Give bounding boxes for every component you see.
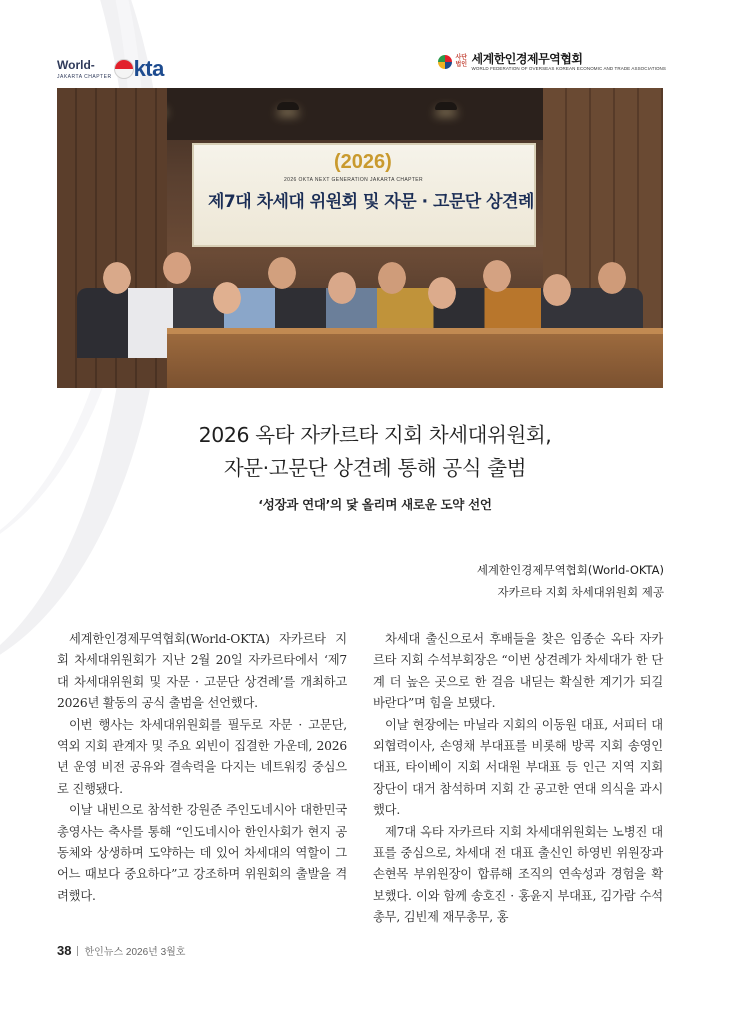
banner-subtitle: 2026 OKTA NEXT GENERATION JAKARTA CHAPTER	[284, 177, 424, 183]
logo-chapter-text: JAKARTA CHAPTER	[57, 74, 112, 80]
article-title-line2: 자문·고문단 상견례 통해 공식 출범	[223, 456, 527, 480]
federation-eng-name: WORLD FEDERATION OF OVERSEAS KOREAN ECONOMIC AND TRADE ASSOCIATIONS	[471, 66, 666, 71]
indonesia-flag-o-icon	[114, 59, 134, 79]
paragraph: 차세대 출신으로서 후배들을 찾은 임종순 옥타 자카르타 지회 수석부회장은 “이번 상견례가 차세대가 한 단계 더 높은 곳으로 한 걸음 내딛는 확실한 계기가 되길 바란다”며 힘을 보탰다.	[373, 632, 663, 711]
paragraph: 제7대 옥타 자카르타 지회 차세대위원회는 노병진 대표를 중심으로, 차세대 전 대표 출신인 하영빈 위원장과 손현목 부위원장이 합류해 조직의 연속성과 경험을 확보했다. 이와 함께 송호진 · 홍윤지 부대표, 김가람 수석총무, 김빈제 재무총무, 홍	[373, 824, 663, 925]
paragraph: 세계한인경제무역협회(World-OKTA) 자카르타 지회 차세대위원회가 지난 2월 20일 자카르타에서 ‘제7대 차세대위원회 및 자문 · 고문단 상견례’를 개최하고 2026년 활동의 공식 출범을 선언했다.	[57, 632, 347, 711]
banner-title: 제7대 차세대 위원회 및 자문 · 고문단 상견례	[208, 192, 534, 212]
article-subtitle: ‘성장과 연대’의 닻 올리며 새로운 도약 선언	[258, 497, 492, 512]
ceiling-lamp-icon	[277, 102, 299, 110]
credit-line1: 세계한인경제무역협회(World-OKTA)	[476, 563, 664, 577]
article-credit	[477, 559, 664, 603]
paragraph: 이날 내빈으로 참석한 강원준 주인도네시아 대한민국 총영사는 축사를 통해 “인도네시아 한인사회가 현지 공동체와 상생하며 도약하는 데 있어 차세대의 역할이 그 어느 때보다 중요하다”고 강조하며 위원회의 출발을 격려했다.	[57, 803, 347, 903]
magazine-issue: 한인뉴스 2026년 3월호	[84, 947, 186, 958]
event-banner	[192, 143, 536, 247]
world-okta-federation-logo	[438, 53, 666, 71]
photo-table-top	[167, 328, 663, 334]
page-footer	[57, 943, 185, 958]
article-title	[0, 419, 750, 485]
credit-line2: 자카르타 지회 차세대위원회 제공	[497, 585, 664, 599]
article-title-line1: 2026 옥타 자카르타 지회 차세대위원회,	[198, 423, 552, 447]
footer-divider	[77, 946, 78, 956]
group-photo	[57, 88, 663, 388]
federation-emblem-icon	[438, 55, 452, 69]
banner-year: (2026)	[334, 151, 392, 173]
article-column-right	[373, 629, 663, 929]
article-column-left	[57, 629, 347, 907]
logo-world-text: World-	[57, 58, 95, 72]
logo-kta-text: kta	[133, 56, 164, 81]
paragraph: 이날 현장에는 마닐라 지회의 이동원 대표, 서피터 대외협력이사, 손영채 부대표를 비롯해 방콕 지회 송영인 대표, 타이베이 지회 서대원 부대표 등 인근 지역 지회장단이 대거 참석하며 지회 간 공고한 연대 의식을 과시했다.	[373, 717, 663, 818]
page-number: 38	[57, 943, 72, 958]
federation-name: 세계한인경제무역협회	[471, 52, 583, 66]
ceiling-lamp-icon	[435, 102, 457, 110]
world-okta-jakarta-logo	[57, 50, 164, 80]
federation-tag: 사단법인	[455, 55, 468, 68]
paragraph: 이번 행사는 차세대위원회를 필두로 자문 · 고문단, 역외 지회 관계자 및 주요 외빈이 집결한 가운데, 2026년 운영 비전 공유와 결속력을 다지는 네트워킹 중심으로 진행됐다.	[57, 717, 347, 796]
photo-table	[167, 328, 663, 388]
